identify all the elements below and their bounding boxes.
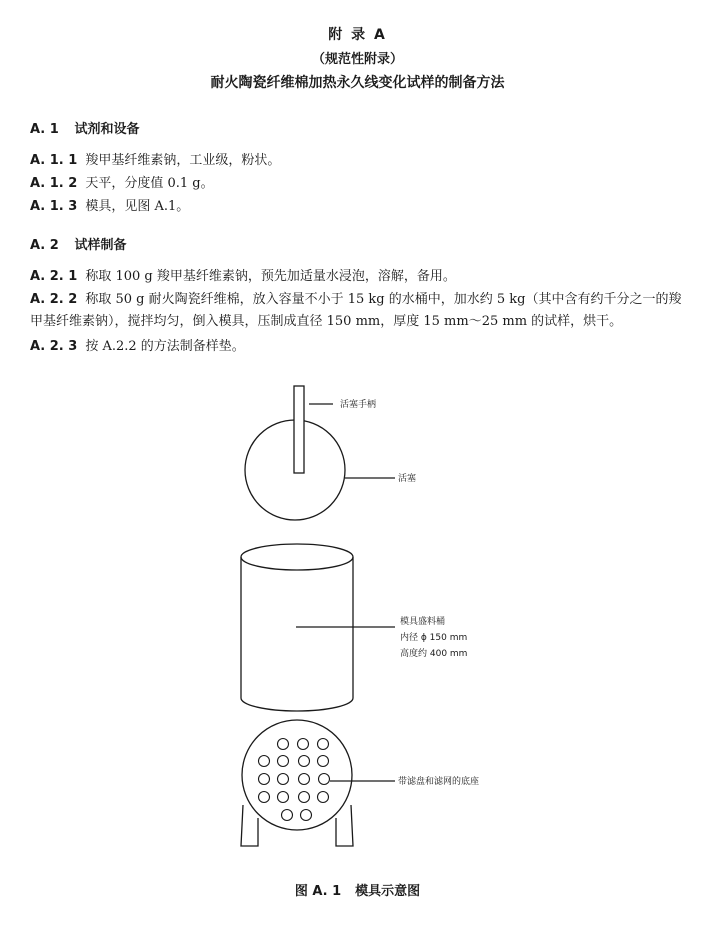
appendix-heading: 附 录 A	[328, 27, 387, 43]
section-title: 试样制备	[74, 238, 127, 253]
section-number: A. 1	[30, 122, 59, 137]
clause-number: A. 1. 1	[30, 153, 78, 168]
filter-hole	[259, 792, 270, 803]
appendix-title: 耐火陶瓷纤维棉加热永久线变化试样的制备方法	[210, 75, 505, 91]
section-number: A. 2	[30, 238, 59, 253]
filter-hole	[318, 739, 329, 750]
clause-number: A. 1. 2	[30, 176, 78, 191]
base-shape	[241, 720, 353, 846]
clause-text: 羧甲基纤维素钠，工业级，粉状。	[85, 153, 281, 168]
filter-hole	[278, 792, 289, 803]
clause-text: 天平，分度值 0.1 g。	[85, 176, 214, 191]
handle-shape	[294, 386, 304, 473]
clause-number: A. 2. 2	[30, 292, 78, 307]
figure-title: 模具示意图	[355, 884, 421, 899]
clause-text: 称取 100 g 羧甲基纤维素钠，预先加适量水浸泡，溶解，备用。	[85, 269, 456, 284]
appendix-type: （规范性附录）	[311, 52, 403, 67]
filter-hole	[259, 756, 270, 767]
filter-hole	[278, 774, 289, 785]
clause-text: 模具，见图 A.1。	[85, 199, 190, 214]
filter-hole	[299, 756, 310, 767]
filter-hole	[278, 739, 289, 750]
filter-hole	[301, 810, 312, 821]
filter-hole	[319, 774, 330, 785]
filter-hole	[299, 792, 310, 803]
section-title: 试剂和设备	[74, 122, 140, 137]
handle-label: 活塞手柄	[340, 400, 377, 410]
clause-number: A. 1. 3	[30, 199, 78, 214]
clause-number: A. 2. 3	[30, 339, 78, 354]
figure-caption	[0, 880, 715, 899]
barrel-height-label: 高度约 400 mm	[400, 649, 468, 659]
piston-label: 活塞	[398, 474, 417, 484]
clause-text: 按 A.2.2 的方法制备样垫。	[85, 339, 245, 354]
filter-hole	[318, 792, 329, 803]
filter-hole	[278, 756, 289, 767]
barrel-diameter-label: 内径 ϕ 150 mm	[400, 633, 468, 643]
barrel-label: 模具盛料桶	[400, 617, 446, 627]
filter-hole	[298, 739, 309, 750]
filter-hole	[318, 756, 329, 767]
filter-holes	[259, 739, 330, 821]
base-label: 带滤盘和滤网的底座	[398, 777, 480, 787]
clause-number: A. 2. 1	[30, 269, 78, 284]
clause-text: 称取 50 g 耐火陶瓷纤维棉，放入容量不小于 15 kg 的水桶中，加水约 5 kg（其中含有约千分之一的羧甲基纤维素钠），搅拌均匀，倒入模具，压制成直径 150 mm，厚度 15 mm～25 mm 的试样，烘干。	[30, 292, 682, 329]
filter-hole	[299, 774, 310, 785]
filter-hole	[282, 810, 293, 821]
filter-hole	[259, 774, 270, 785]
figure-number: 图 A. 1	[294, 884, 342, 899]
